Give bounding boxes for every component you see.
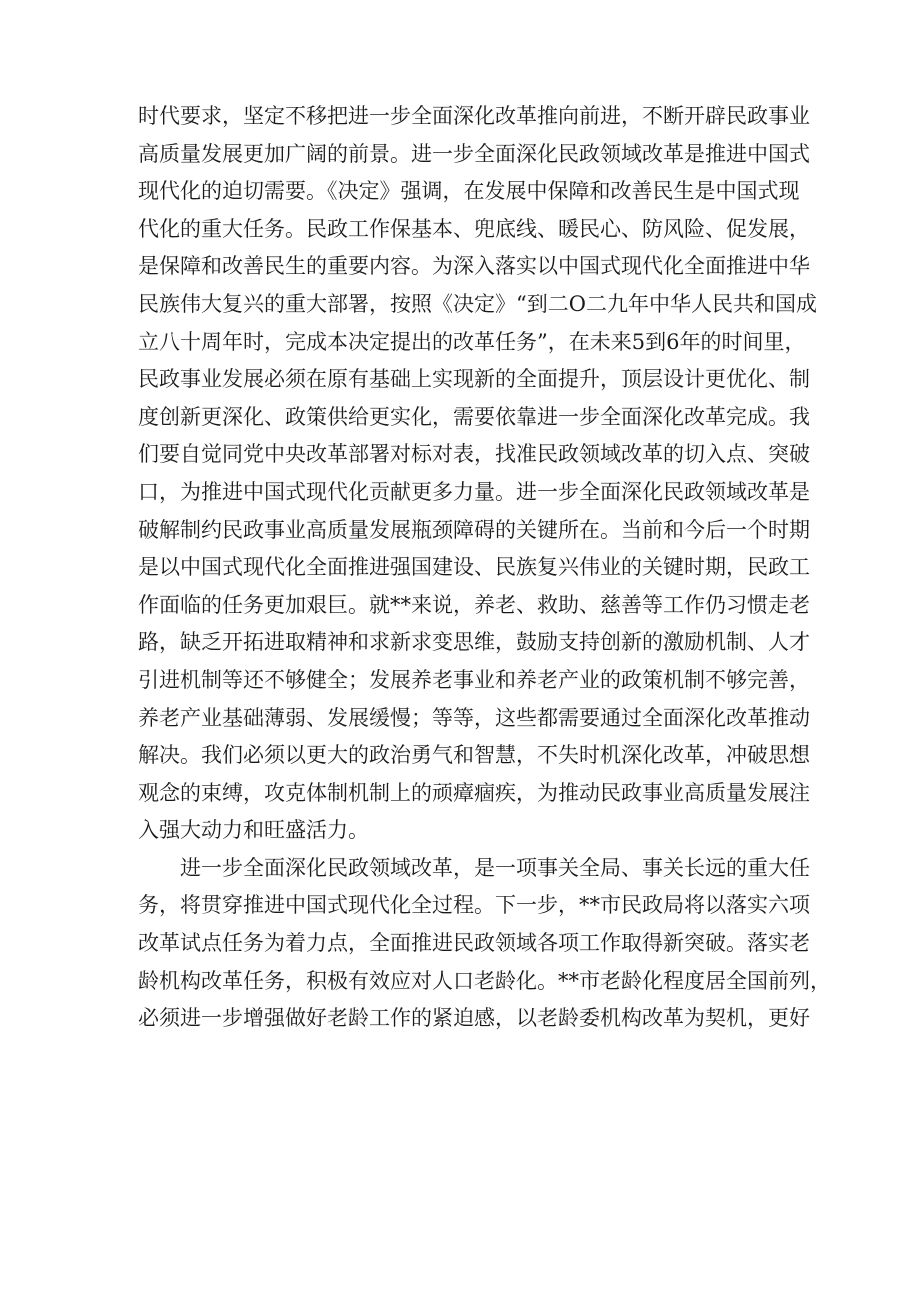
text-line: 现代化的迫切需要。《决定》强调，在发展中保障和改善民生是中国式现 — [138, 179, 800, 204]
text-line: 解决。我们必须以更大的政治勇气和智慧，不失时机深化改革，冲破思想 — [138, 743, 810, 768]
text-line: 民政事业发展必须在原有基础上实现新的全面提升，顶层设计更优化、制 — [138, 367, 810, 392]
paragraph-end-line: 入强大动力和旺盛活力。 — [138, 818, 369, 843]
text-line: 务，将贯穿推进中国式现代化全过程。下一步，**市民政局将以落实六项 — [138, 893, 810, 918]
text-line: 必须进一步增强做好老龄工作的紧迫感，以老龄委机构改革为契机，更好 — [138, 1006, 810, 1031]
text-line: 时代要求，坚定不移把进一步全面深化改革推向前进，不断开辟民政事业 — [138, 104, 810, 128]
text-line: 破解制约民政事业高质量发展瓶颈障碍的关键所在。当前和今后一个时期 — [138, 517, 810, 542]
paragraph-start-line: 进一步全面深化民政领域改革，是一项事关全局、事关长远的重大任 — [138, 855, 810, 880]
text-line: 民族伟大复兴的重大部署，按照《决定》“到二O二九年中华人民共和国成 — [138, 291, 817, 316]
text-line: 口，为推进中国式现代化贡献更多力量。进一步全面深化民政领域改革是 — [138, 479, 810, 504]
text-line: 代化的重大任务。民政工作保基本、兜底线、暖民心、防风险、促发展， — [138, 216, 810, 241]
text-line: 立八十周年时，完成本决定提出的改革任务”，在未来5到6年的时间里， — [138, 329, 806, 354]
text-line: 高质量发展更加广阔的前景。进一步全面深化民政领域改革是推进中国式 — [138, 141, 810, 166]
text-line: 是保障和改善民生的重要内容。为深入落实以中国式现代化全面推进中华 — [138, 254, 810, 279]
text-line: 引进机制等还不够健全；发展养老事业和养老产业的政策机制不够完善， — [138, 667, 810, 692]
text-line: 养老产业基础薄弱、发展缓慢；等等，这些都需要通过全面深化改革推动 — [138, 705, 810, 730]
text-line: 龄机构改革任务，积极有效应对人口老龄化。**市老龄化程度居全国前列， — [138, 968, 831, 993]
text-line: 观念的束缚，攻克体制机制上的顽瘴痼疾，为推动民政事业高质量发展注 — [138, 780, 810, 805]
text-line: 们要自觉同党中央改革部署对标对表，找准民政领域改革的切入点、突破 — [138, 442, 810, 467]
text-line: 是以中国式现代化全面推进强国建设、民族复兴伟业的关键时期，民政工 — [138, 555, 810, 580]
text-line: 作面临的任务更加艰巨。就**来说，养老、救助、慈善等工作仍习惯走老 — [138, 592, 810, 617]
text-line: 路，缺乏开拓进取精神和求新求变思维，鼓励支持创新的激励机制、人才 — [138, 630, 810, 655]
text-line: 度创新更深化、政策供给更实化，需要依靠进一步全面深化改革完成。我 — [138, 404, 810, 429]
text-line: 改革试点任务为着力点，全面推进民政领域各项工作取得新突破。落实老 — [138, 931, 810, 956]
body-text — [138, 98, 831, 1038]
